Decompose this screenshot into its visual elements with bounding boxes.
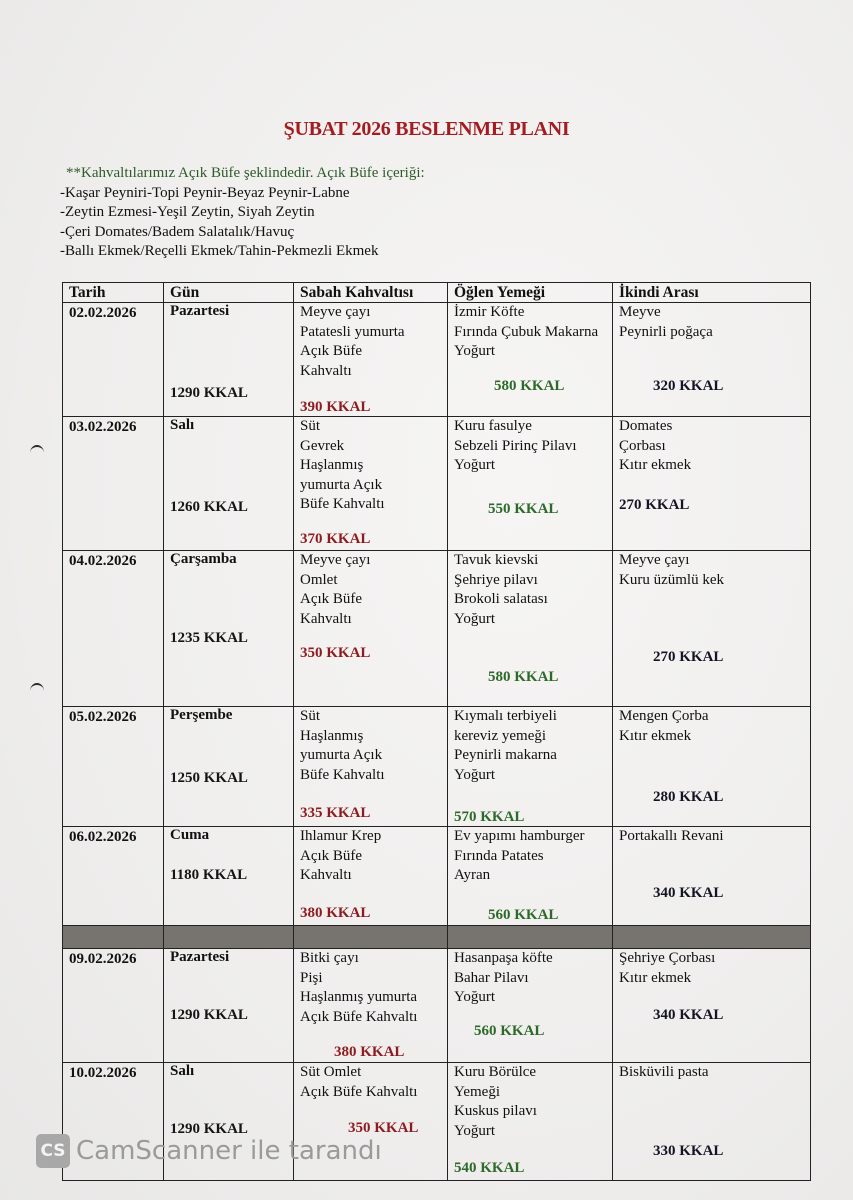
breakfast-kcal: 350 KKAL	[348, 1120, 419, 1136]
lunch-item: Peynirli makarna	[454, 747, 557, 763]
snack-item: Meyve çayı	[619, 552, 690, 568]
header-date: Tarih	[63, 283, 164, 303]
lunch-items	[454, 827, 606, 886]
snack-cell	[613, 303, 811, 417]
lunch-cell-inner	[454, 551, 606, 706]
breakfast-kcal: 380 KKAL	[334, 1044, 405, 1060]
snack-items	[619, 827, 804, 847]
breakfast-item: Açık Büfe Kahvaltı	[300, 1083, 418, 1100]
breakfast-item: Büfe Kahvaltı	[300, 496, 385, 512]
buffet-notes	[60, 164, 425, 262]
lunch-item: Yemeği	[454, 1083, 500, 1100]
breakfast-item: Haşlanmış	[300, 727, 364, 744]
lunch-cell	[448, 417, 613, 551]
breakfast-item: Meyve çayı	[300, 304, 371, 320]
breakfast-cell-inner	[300, 707, 441, 826]
breakfast-items	[300, 827, 441, 886]
lunch-item: Bahar Pilavı	[454, 969, 529, 986]
lunch-item: Fırında Patates	[454, 847, 544, 864]
breakfast-cell	[294, 949, 448, 1063]
lunch-items	[454, 551, 606, 629]
snack-item: Bisküvili pasta	[619, 1064, 709, 1080]
snack-cell	[613, 417, 811, 551]
buffet-line: -Zeytin Ezmesi-Yeşil Zeytin, Siyah Zeytin	[60, 204, 315, 220]
day-cell	[164, 827, 294, 926]
table-header-row	[63, 283, 811, 303]
table-row	[63, 303, 811, 417]
punch-hole-mark	[30, 445, 44, 461]
breakfast-cell	[294, 827, 448, 926]
snack-cell-inner	[619, 949, 804, 1062]
day-name: Salı	[170, 417, 195, 433]
day-cell-inner	[170, 949, 287, 1023]
snack-kcal: 270 KKAL	[619, 497, 690, 513]
breakfast-item: Açık Büfe	[300, 343, 363, 359]
breakfast-items	[300, 707, 441, 785]
day-name: Salı	[170, 1063, 195, 1079]
snack-item: Meyve	[619, 304, 661, 320]
day-cell	[164, 949, 294, 1063]
snack-kcal: 340 KKAL	[653, 1007, 724, 1023]
snack-cell-inner	[619, 417, 804, 550]
lunch-cell-inner	[454, 949, 606, 1062]
snack-item: Peynirli poğaça	[619, 323, 713, 340]
lunch-cell-inner	[454, 417, 606, 550]
day-cell	[164, 551, 294, 707]
snack-item: Portakallı Revani	[619, 828, 724, 844]
lunch-cell-inner	[454, 303, 606, 416]
lunch-kcal: 560 KKAL	[488, 907, 559, 923]
day-name: Cuma	[170, 827, 210, 843]
lunch-item: Kuskus pilavı	[454, 1103, 537, 1119]
date-cell: 06.02.2026	[63, 827, 164, 926]
separator-cell	[294, 926, 448, 949]
lunch-items	[454, 1063, 606, 1141]
lunch-items	[454, 949, 606, 1008]
lunch-item: Sebzeli Pirinç Pilavı	[454, 437, 577, 454]
lunch-item: Şehriye pilavı	[454, 571, 538, 588]
breakfast-items	[300, 949, 441, 1027]
breakfast-kcal: 350 KKAL	[300, 645, 371, 661]
lunch-item: Yoğurt	[454, 610, 495, 627]
snack-kcal: 280 KKAL	[653, 789, 724, 805]
breakfast-cell-inner	[300, 417, 441, 550]
breakfast-cell	[294, 707, 448, 827]
lunch-item: Ayran	[454, 867, 491, 883]
lunch-items	[454, 303, 606, 362]
lunch-item: Kuru fasulye	[454, 418, 532, 434]
breakfast-item: Omlet	[300, 571, 338, 588]
day-total-kcal: 1290 KKAL	[170, 1121, 248, 1137]
snack-cell	[613, 1063, 811, 1181]
lunch-kcal: 560 KKAL	[474, 1023, 545, 1039]
day-cell	[164, 417, 294, 551]
weekend-separator-row	[63, 926, 811, 949]
day-cell-inner	[170, 551, 287, 646]
date-cell: 05.02.2026	[63, 707, 164, 827]
buffet-line: -Ballı Ekmek/Reçelli Ekmek/Tahin-Pekmezli Ekmek	[60, 243, 379, 259]
lunch-cell	[448, 949, 613, 1063]
snack-cell	[613, 827, 811, 926]
snack-item: Şehriye Çorbası	[619, 950, 716, 966]
date-cell: 03.02.2026	[63, 417, 164, 551]
breakfast-item: Patatesli yumurta	[300, 323, 405, 340]
lunch-cell-inner	[454, 827, 606, 925]
lunch-item: Yoğurt	[454, 343, 495, 359]
day-name: Pazartesi	[170, 303, 230, 319]
date-cell: 09.02.2026	[63, 949, 164, 1063]
document-title: ŞUBAT 2026 BESLENME PLANI	[283, 118, 570, 140]
lunch-cell	[448, 551, 613, 707]
snack-item: Mengen Çorba	[619, 708, 709, 724]
breakfast-kcal: 335 KKAL	[300, 805, 371, 821]
breakfast-item: Haşlanmış yumurta	[300, 989, 418, 1005]
separator-cell	[63, 926, 164, 949]
breakfast-item: Pişi	[300, 969, 323, 986]
lunch-kcal: 540 KKAL	[454, 1160, 525, 1176]
table-row	[63, 417, 811, 551]
snack-cell-inner	[619, 551, 804, 706]
table-row	[63, 949, 811, 1063]
header-lunch: Öğlen Yemeği	[448, 283, 613, 303]
lunch-kcal: 550 KKAL	[488, 501, 559, 517]
day-total-kcal: 1180 KKAL	[170, 867, 248, 883]
day-cell	[164, 707, 294, 827]
lunch-cell	[448, 707, 613, 827]
lunch-cell	[448, 827, 613, 926]
day-name: Çarşamba	[170, 551, 237, 567]
breakfast-item: Büfe Kahvaltı	[300, 766, 385, 783]
watermark-text: CamScanner ile tarandı	[76, 1136, 382, 1166]
table-row	[63, 707, 811, 827]
lunch-item: kereviz yemeği	[454, 727, 547, 744]
snack-cell	[613, 707, 811, 827]
snack-kcal: 270 KKAL	[653, 649, 724, 665]
day-total-kcal: 1290 KKAL	[170, 385, 248, 401]
camscanner-watermark	[36, 1134, 382, 1168]
breakfast-item: Meyve çayı	[300, 552, 371, 568]
breakfast-kcal: 370 KKAL	[300, 531, 371, 547]
snack-items	[619, 949, 804, 988]
buffet-line: -Çeri Domates/Badem Salatalık/Havuç	[60, 223, 295, 240]
snack-cell	[613, 949, 811, 1063]
lunch-item: Yoğurt	[454, 457, 495, 473]
snack-cell-inner	[619, 1063, 804, 1180]
snack-items	[619, 707, 804, 746]
day-total-kcal: 1290 KKAL	[170, 1007, 248, 1023]
snack-kcal: 320 KKAL	[653, 378, 724, 394]
snack-items	[619, 303, 804, 342]
snack-item: Kıtır ekmek	[619, 727, 692, 744]
date-cell: 10.02.2026	[63, 1063, 164, 1181]
header-snack: İkindi Arası	[613, 283, 811, 303]
breakfast-item: Süt Omlet	[300, 1064, 362, 1080]
breakfast-cell-inner	[300, 949, 441, 1062]
separator-cell	[448, 926, 613, 949]
day-total-kcal: 1260 KKAL	[170, 499, 248, 515]
day-total-kcal: 1250 KKAL	[170, 770, 248, 786]
breakfast-item: Haşlanmış	[300, 457, 364, 473]
date-cell: 02.02.2026	[63, 303, 164, 417]
day-name: Pazartesi	[170, 949, 230, 965]
breakfast-items	[300, 551, 441, 629]
breakfast-cell-inner	[300, 827, 441, 925]
breakfast-cell	[294, 303, 448, 417]
lunch-cell-inner	[454, 707, 606, 826]
snack-item: Domates	[619, 418, 673, 434]
day-cell-inner	[170, 827, 287, 883]
meal-plan-table	[62, 282, 811, 1181]
lunch-cell-inner	[454, 1063, 606, 1180]
breakfast-item: yumurta Açık	[300, 476, 383, 493]
lunch-item: Yoğurt	[454, 766, 495, 783]
table-row	[63, 827, 811, 926]
breakfast-item: Açık Büfe	[300, 847, 363, 864]
breakfast-cell	[294, 417, 448, 551]
day-cell	[164, 303, 294, 417]
breakfast-item: Süt	[300, 418, 321, 434]
lunch-item: Kıymalı terbiyeli	[454, 708, 557, 724]
breakfast-item: Süt	[300, 708, 321, 724]
breakfast-items	[300, 417, 441, 515]
breakfast-item: Açık Büfe	[300, 591, 363, 607]
day-name: Perşembe	[170, 707, 233, 723]
snack-item: Kıtır ekmek	[619, 457, 692, 473]
buffet-intro: **Kahvaltılarımız Açık Büfe şeklindedir. Açık Büfe içeriği:	[66, 165, 425, 181]
separator-cell	[613, 926, 811, 949]
lunch-kcal: 580 KKAL	[488, 669, 559, 685]
lunch-item: Kuru Börülce	[454, 1064, 537, 1080]
header-day: Gün	[164, 283, 294, 303]
buffet-line: -Kaşar Peyniri-Topi Peynir-Beyaz Peynir-Labne	[60, 184, 350, 201]
breakfast-cell	[294, 551, 448, 707]
snack-cell-inner	[619, 707, 804, 826]
breakfast-item: Ihlamur Krep	[300, 828, 382, 844]
lunch-item: Brokoli salatası	[454, 591, 548, 607]
breakfast-item: Açık Büfe Kahvaltı	[300, 1008, 418, 1025]
snack-cell-inner	[619, 827, 804, 925]
lunch-items	[454, 707, 606, 785]
lunch-kcal: 570 KKAL	[454, 809, 525, 825]
snack-cell-inner	[619, 303, 804, 416]
lunch-cell	[448, 303, 613, 417]
breakfast-cell-inner	[300, 551, 441, 706]
snack-item: Çorbası	[619, 437, 666, 454]
snack-items	[619, 1063, 804, 1083]
lunch-item: Tavuk kievski	[454, 552, 539, 568]
snack-items	[619, 551, 804, 590]
header-breakfast: Sabah Kahvaltısı	[294, 283, 448, 303]
lunch-cell	[448, 1063, 613, 1181]
breakfast-item: yumurta Açık	[300, 747, 383, 763]
snack-item: Kuru üzümlü kek	[619, 571, 724, 588]
snack-items	[619, 417, 804, 476]
day-cell-inner	[170, 1063, 287, 1137]
snack-kcal: 330 KKAL	[653, 1143, 724, 1159]
breakfast-items	[300, 1063, 441, 1102]
day-cell-inner	[170, 417, 287, 515]
lunch-item: Yoğurt	[454, 989, 495, 1005]
breakfast-item: Gevrek	[300, 437, 345, 454]
breakfast-item: Kahvaltı	[300, 867, 352, 883]
date-cell: 04.02.2026	[63, 551, 164, 707]
day-cell-inner	[170, 303, 287, 401]
breakfast-item: Kahvaltı	[300, 610, 352, 627]
lunch-item: Ev yapımı hamburger	[454, 828, 585, 844]
breakfast-kcal: 390 KKAL	[300, 399, 371, 415]
camscanner-logo-icon: CS	[36, 1134, 70, 1168]
lunch-items	[454, 417, 606, 476]
lunch-item: Fırında Çubuk Makarna	[454, 323, 599, 340]
breakfast-items	[300, 303, 441, 381]
breakfast-item: Bitki çayı	[300, 950, 359, 966]
breakfast-cell-inner	[300, 303, 441, 416]
snack-kcal: 340 KKAL	[653, 885, 724, 901]
snack-item: Kıtır ekmek	[619, 969, 692, 986]
snack-cell	[613, 551, 811, 707]
day-total-kcal: 1235 KKAL	[170, 630, 248, 646]
lunch-kcal: 580 KKAL	[494, 378, 565, 394]
day-cell-inner	[170, 707, 287, 786]
punch-hole-mark	[30, 683, 44, 699]
lunch-item: İzmir Köfte	[454, 304, 525, 320]
breakfast-item: Kahvaltı	[300, 362, 352, 379]
separator-cell	[164, 926, 294, 949]
lunch-item: Yoğurt	[454, 1122, 495, 1139]
table-row	[63, 551, 811, 707]
lunch-item: Hasanpaşa köfte	[454, 950, 553, 966]
breakfast-kcal: 380 KKAL	[300, 905, 371, 921]
